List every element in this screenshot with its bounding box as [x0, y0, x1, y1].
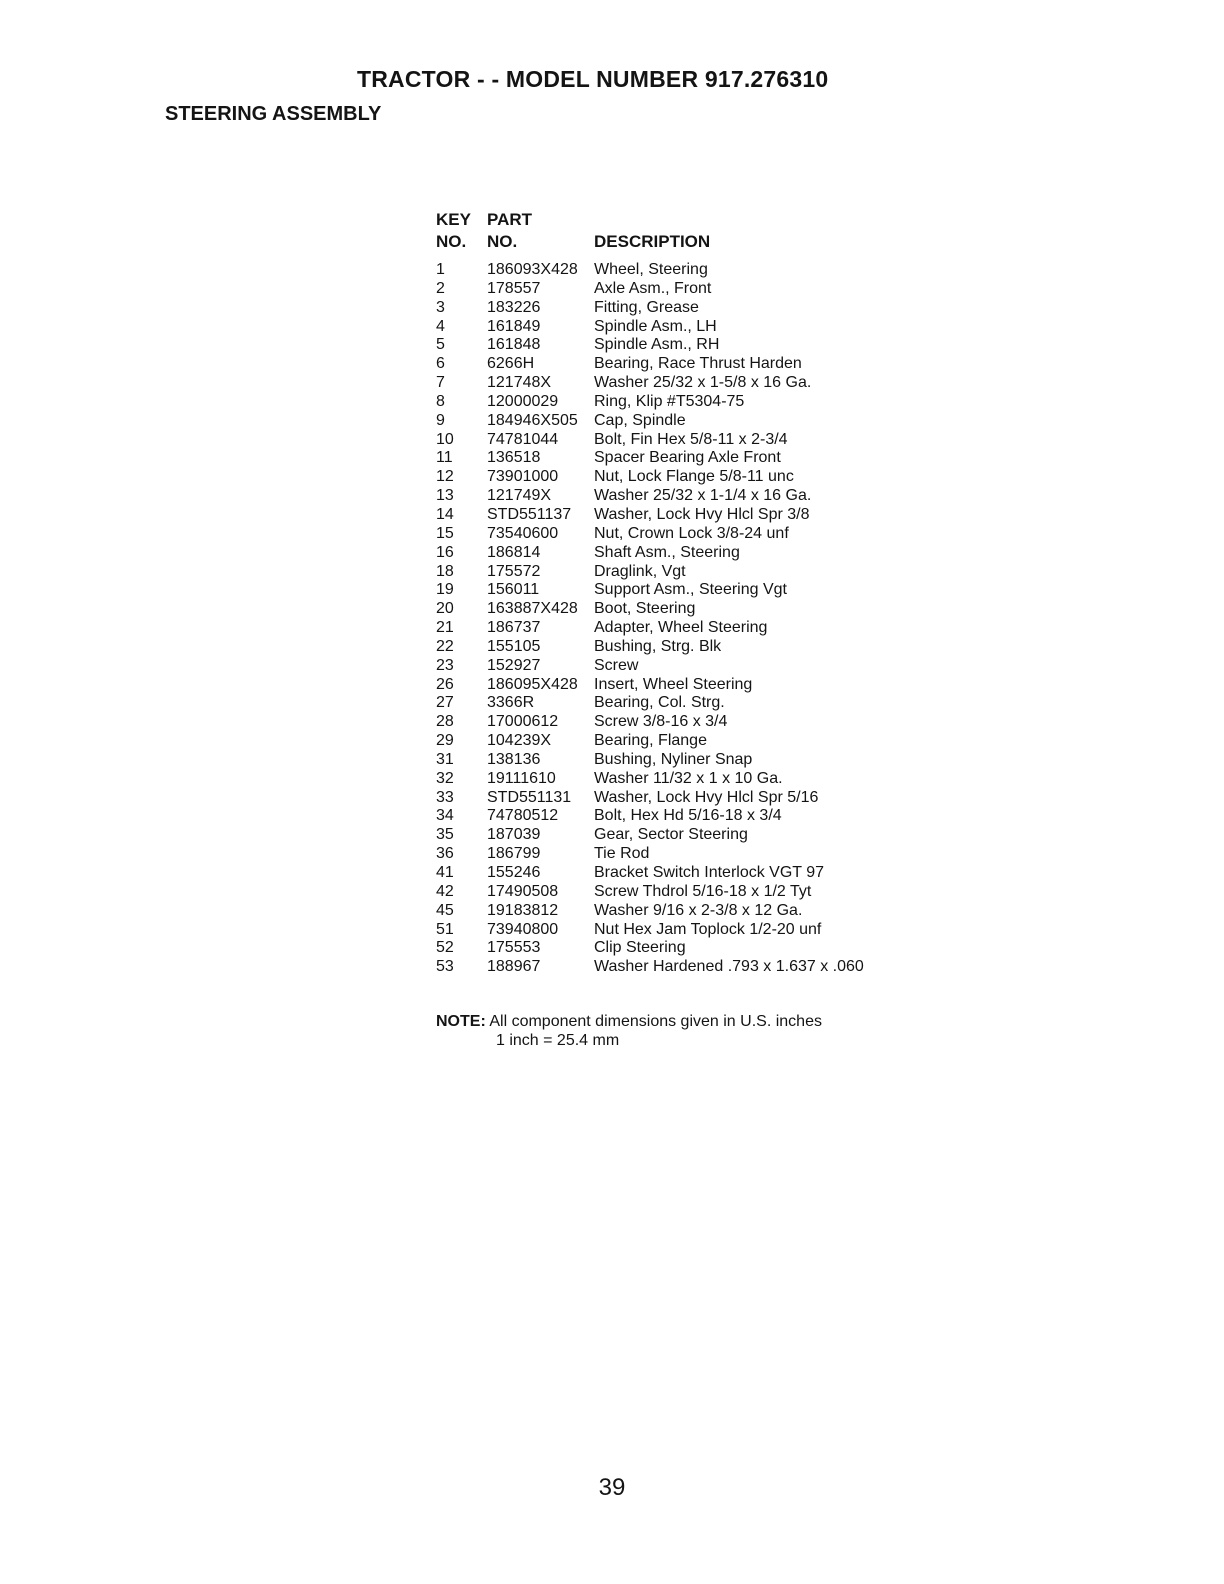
table-row — [436, 261, 916, 280]
part-no: 74781044 — [487, 430, 559, 448]
table-row — [436, 902, 916, 921]
key-no: 21 — [436, 619, 454, 637]
table-row — [436, 619, 916, 638]
description: Axle Asm., Front — [594, 279, 712, 297]
key-no: 6 — [436, 355, 445, 373]
key-no: 53 — [436, 958, 454, 976]
table-row — [436, 374, 916, 393]
table-row — [436, 506, 916, 525]
description: Bolt, Hex Hd 5/16-18 x 3/4 — [594, 807, 782, 825]
part-no: 184946X505 — [487, 411, 578, 429]
header-part-no: NO. — [487, 232, 518, 251]
key-no: 42 — [436, 882, 454, 900]
table-row — [436, 544, 916, 563]
part-no: 175553 — [487, 939, 541, 957]
description: Insert, Wheel Steering — [594, 675, 753, 693]
part-no: 155105 — [487, 637, 541, 655]
description: Ring, Klip #T5304-75 — [594, 392, 745, 410]
table-row — [436, 751, 916, 770]
description: Gear, Sector Steering — [594, 826, 748, 844]
part-no: 17000612 — [487, 713, 559, 731]
key-no: 35 — [436, 826, 454, 844]
description: Bracket Switch Interlock VGT 97 — [594, 864, 825, 881]
key-no: 4 — [436, 317, 445, 335]
page-number: 39 — [598, 1474, 626, 1501]
table-body — [436, 261, 916, 977]
part-no: 17490508 — [487, 882, 559, 900]
table-row — [436, 336, 916, 355]
table-row — [436, 355, 916, 374]
table-row — [436, 449, 916, 468]
key-no: 22 — [436, 637, 454, 655]
description: Bushing, Nyliner Snap — [594, 750, 753, 768]
section-title: STEERING ASSEMBLY — [165, 103, 382, 125]
key-no: 14 — [436, 505, 454, 523]
description: Clip Steering — [594, 939, 686, 957]
key-no: 33 — [436, 788, 454, 806]
description: Nut, Crown Lock 3/8-24 unf — [594, 524, 789, 542]
key-no: 11 — [436, 449, 453, 467]
header-part: PART — [487, 210, 533, 229]
note-text: All component dimensions given in U.S. inches — [489, 1013, 822, 1030]
table-row — [436, 807, 916, 826]
description: Washer 11/32 x 1 x 10 Ga. — [594, 769, 783, 787]
key-no: 9 — [436, 411, 445, 429]
table-header-row-2 — [436, 231, 916, 253]
description: Boot, Steering — [594, 600, 696, 618]
part-no: 156011 — [487, 581, 540, 599]
key-no: 23 — [436, 656, 454, 674]
key-no: 2 — [436, 279, 445, 297]
table-row — [436, 525, 916, 544]
table-row — [436, 581, 916, 600]
description: Fitting, Grease — [594, 298, 699, 316]
table-row — [436, 921, 916, 940]
table-row — [436, 789, 916, 808]
header-key-no: NO. — [436, 232, 467, 251]
note-label: NOTE: — [436, 1013, 486, 1030]
part-no: STD551131 — [487, 788, 572, 806]
description: Bushing, Strg. Blk — [594, 637, 722, 655]
part-no: 161848 — [487, 336, 541, 354]
part-no: 186799 — [487, 845, 541, 863]
part-no: 187039 — [487, 826, 541, 844]
description: Wheel, Steering — [594, 261, 708, 278]
note-conversion: 1 inch = 25.4 mm — [496, 1032, 620, 1049]
table-row — [436, 676, 916, 695]
part-no: 188967 — [487, 958, 541, 976]
description: Cap, Spindle — [594, 411, 686, 429]
table-row — [436, 468, 916, 487]
part-no: 12000029 — [487, 392, 559, 410]
part-no: 121749X — [487, 487, 552, 505]
key-no: 16 — [436, 543, 454, 561]
part-no: 175572 — [487, 562, 541, 580]
part-no: 163887X428 — [487, 600, 578, 618]
table-row — [436, 657, 916, 676]
table-row — [436, 393, 916, 412]
description: Washer 9/16 x 2-3/8 x 12 Ga. — [594, 901, 803, 919]
table-row — [436, 732, 916, 751]
key-no: 5 — [436, 336, 445, 354]
part-no: 19111610 — [487, 769, 556, 787]
description: Draglink, Vgt — [594, 562, 686, 580]
key-no: 36 — [436, 845, 454, 863]
key-no: 26 — [436, 675, 454, 693]
part-no: 104239X — [487, 732, 552, 750]
table-row — [436, 694, 916, 713]
key-no: 41 — [436, 864, 454, 881]
description: Washer 25/32 x 1-5/8 x 16 Ga. — [594, 374, 812, 392]
key-no: 20 — [436, 600, 454, 618]
key-no: 8 — [436, 392, 445, 410]
part-no: 152927 — [487, 656, 541, 674]
key-no: 28 — [436, 713, 454, 731]
part-no: 136518 — [487, 449, 541, 467]
table-row — [436, 280, 916, 299]
table-row — [436, 883, 916, 902]
key-no: 34 — [436, 807, 454, 825]
key-no: 13 — [436, 487, 454, 505]
description: Bearing, Race Thrust Harden — [594, 355, 802, 373]
description: Washer, Lock Hvy Hlcl Spr 5/16 — [594, 788, 819, 806]
description: Washer, Lock Hvy Hlcl Spr 3/8 — [594, 505, 810, 523]
description: Screw Thdrol 5/16-18 x 1/2 Tyt — [594, 882, 812, 900]
table-row — [436, 299, 916, 318]
part-no: 186093X428 — [487, 261, 578, 278]
description: Washer 25/32 x 1-1/4 x 16 Ga. — [594, 487, 812, 505]
key-no: 19 — [436, 581, 454, 599]
description: Bolt, Fin Hex 5/8-11 x 2-3/4 — [594, 430, 788, 448]
key-no: 1 — [436, 261, 445, 278]
key-no: 32 — [436, 769, 454, 787]
table-row — [436, 939, 916, 958]
table-row — [436, 864, 916, 883]
part-no: 3366R — [487, 694, 535, 712]
description: Bearing, Flange — [594, 732, 707, 750]
key-no: 12 — [436, 468, 454, 486]
table-row — [436, 845, 916, 864]
key-no: 18 — [436, 562, 454, 580]
description: Spindle Asm., LH — [594, 317, 717, 335]
key-no: 27 — [436, 694, 454, 712]
key-no: 7 — [436, 374, 445, 392]
description: Support Asm., Steering Vgt — [594, 581, 787, 599]
part-no: 155246 — [487, 864, 541, 881]
part-no: 138136 — [487, 750, 541, 768]
table-row — [436, 770, 916, 789]
page-title: TRACTOR - - MODEL NUMBER 917.276310 — [357, 66, 829, 92]
table-header-row-1 — [436, 209, 916, 231]
table-row — [436, 431, 916, 450]
description: Spacer Bearing Axle Front — [594, 449, 781, 467]
description: Shaft Asm., Steering — [594, 543, 740, 561]
table-row — [436, 713, 916, 732]
table-row — [436, 958, 916, 977]
table-row — [436, 638, 916, 657]
part-no: 186814 — [487, 543, 541, 561]
part-no: 73540600 — [487, 524, 559, 542]
part-no: 74780512 — [487, 807, 559, 825]
key-no: 51 — [436, 920, 454, 938]
description: Nut, Lock Flange 5/8-11 unc — [594, 468, 794, 486]
part-no: 178557 — [487, 279, 541, 297]
table-row — [436, 826, 916, 845]
part-no: 19183812 — [487, 901, 559, 919]
description: Washer Hardened .793 x 1.637 x .060 — [594, 958, 864, 976]
description: Screw — [594, 656, 639, 674]
key-no: 31 — [436, 750, 454, 768]
key-no: 52 — [436, 939, 454, 957]
header-description: DESCRIPTION — [594, 232, 711, 251]
part-no: 161849 — [487, 317, 541, 335]
table-row — [436, 600, 916, 619]
part-no: STD551137 — [487, 505, 572, 523]
description: Screw 3/8-16 x 3/4 — [594, 713, 728, 731]
description: Nut Hex Jam Toplock 1/2-20 unf — [594, 920, 822, 938]
part-no: 73940800 — [487, 920, 559, 938]
table-row — [436, 412, 916, 431]
part-no: 186737 — [487, 619, 541, 637]
description: Bearing, Col. Strg. — [594, 694, 725, 712]
key-no: 45 — [436, 901, 454, 919]
part-no: 186095X428 — [487, 675, 578, 693]
table-row — [436, 563, 916, 582]
description: Tie Rod — [594, 845, 650, 863]
part-no: 121748X — [487, 374, 552, 392]
parts-table — [436, 209, 916, 977]
key-no: 15 — [436, 524, 454, 542]
header-key: KEY — [436, 210, 471, 229]
note — [436, 1012, 822, 1050]
description: Adapter, Wheel Steering — [594, 619, 768, 637]
part-no: 73901000 — [487, 468, 559, 486]
description: Spindle Asm., RH — [594, 336, 720, 354]
key-no: 29 — [436, 732, 454, 750]
key-no: 3 — [436, 298, 445, 316]
part-no: 183226 — [487, 298, 541, 316]
table-row — [436, 487, 916, 506]
table-row — [436, 318, 916, 337]
key-no: 10 — [436, 430, 454, 448]
part-no: 6266H — [487, 355, 535, 373]
